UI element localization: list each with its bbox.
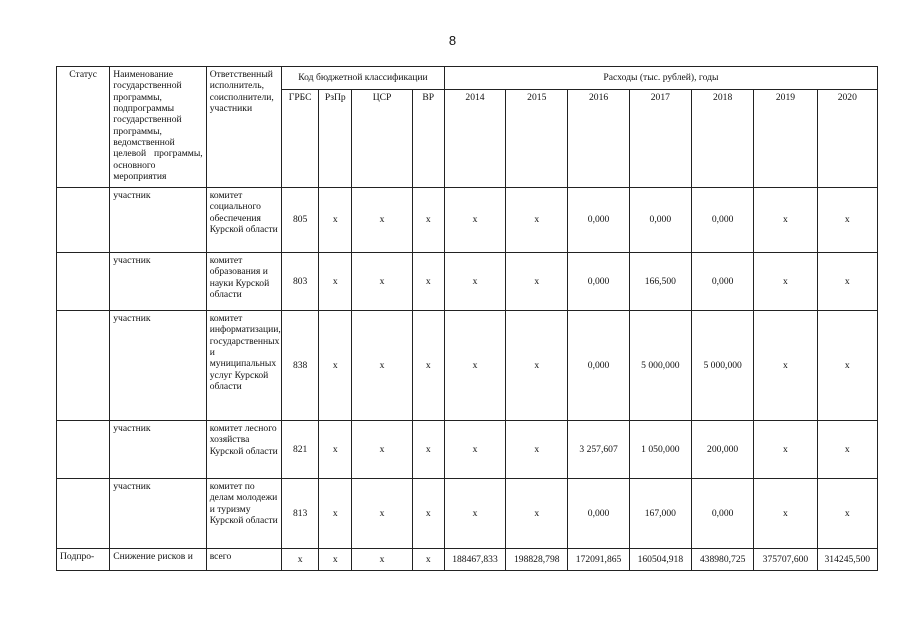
header-executor: Ответственный исполнитель, соисполнители, участники (206, 67, 281, 188)
expense-value-cell: 0,000 (692, 188, 754, 253)
budget-code-cell: х (412, 311, 444, 421)
expense-value-cell: 0,000 (568, 479, 629, 549)
header-year: 2017 (629, 90, 691, 188)
expense-value-cell: х (817, 253, 877, 311)
budget-code-cell: х (412, 188, 444, 253)
budget-code-cell: х (412, 421, 444, 479)
header-year: 2019 (754, 90, 817, 188)
expense-value-cell: х (506, 253, 568, 311)
executor-cell: всего (206, 549, 281, 571)
header-year: 2014 (444, 90, 505, 188)
expense-value-cell: х (817, 421, 877, 479)
header-code-vr: ВР (412, 90, 444, 188)
expense-value-cell: 375707,600 (754, 549, 817, 571)
expense-value-cell: 0,000 (568, 253, 629, 311)
header-code-rzpr: РзПр (319, 90, 352, 188)
expense-value-cell: 314245,500 (817, 549, 877, 571)
expense-value-cell: х (817, 311, 877, 421)
budget-code-cell: х (319, 549, 352, 571)
table-row (57, 549, 878, 571)
header-code-csr: ЦСР (352, 90, 412, 188)
expense-value-cell: 0,000 (568, 311, 629, 421)
expense-value-cell: 188467,833 (444, 549, 505, 571)
executor-cell: комитет социального обеспечения Курской области (206, 188, 281, 253)
budget-code-cell: 838 (282, 311, 319, 421)
header-row-1 (57, 67, 878, 90)
expense-value-cell: 166,500 (629, 253, 691, 311)
budget-code-cell: х (352, 188, 412, 253)
budget-table (56, 66, 878, 571)
expense-value-cell: 0,000 (629, 188, 691, 253)
expense-value-cell: 200,000 (692, 421, 754, 479)
budget-code-cell: 805 (282, 188, 319, 253)
budget-code-cell: х (319, 421, 352, 479)
budget-code-cell: 803 (282, 253, 319, 311)
expense-value-cell: х (754, 253, 817, 311)
expense-value-cell: х (817, 479, 877, 549)
header-code-grbs: ГРБС (282, 90, 319, 188)
executor-cell: комитет лесного хозяйства Курской области (206, 421, 281, 479)
header-year: 2018 (692, 90, 754, 188)
page-number: 8 (448, 33, 457, 48)
expense-value-cell: 438980,725 (692, 549, 754, 571)
expense-value-cell: 3 257,607 (568, 421, 629, 479)
expense-value-cell: 5 000,000 (692, 311, 754, 421)
budget-code-cell: х (319, 188, 352, 253)
budget-code-cell: х (319, 311, 352, 421)
expense-value-cell: х (444, 253, 505, 311)
status-cell (57, 311, 110, 421)
expense-value-cell: х (754, 188, 817, 253)
name-cell: Снижение рисков и (110, 549, 206, 571)
header-status: Статус (57, 67, 110, 188)
budget-code-cell: х (352, 479, 412, 549)
budget-code-cell: 813 (282, 479, 319, 549)
executor-cell: комитет по делам молодежи и туризму Курской области (206, 479, 281, 549)
status-cell (57, 479, 110, 549)
table-row (57, 188, 878, 253)
header-year: 2020 (817, 90, 877, 188)
name-cell: участник (110, 421, 206, 479)
status-cell: Подпро- (57, 549, 110, 571)
budget-code-cell: х (412, 549, 444, 571)
expense-value-cell: 172091,865 (568, 549, 629, 571)
executor-cell: комитет информатизации, государственных и муниципальных услуг Курской области (206, 311, 281, 421)
table-row (57, 421, 878, 479)
header-year: 2016 (568, 90, 629, 188)
budget-code-cell: х (412, 479, 444, 549)
budget-code-cell: х (352, 549, 412, 571)
expense-value-cell: 167,000 (629, 479, 691, 549)
budget-code-cell: х (319, 253, 352, 311)
expense-value-cell: 5 000,000 (629, 311, 691, 421)
expense-value-cell: х (506, 188, 568, 253)
expense-value-cell: х (754, 479, 817, 549)
status-cell (57, 188, 110, 253)
header-budget-code-group: Код бюджетной классификации (282, 67, 445, 90)
table-row (57, 479, 878, 549)
expense-value-cell: х (817, 188, 877, 253)
budget-code-cell: х (412, 253, 444, 311)
budget-code-cell: х (352, 253, 412, 311)
header-year: 2015 (506, 90, 568, 188)
header-expenses-group: Расходы (тыс. рублей), годы (444, 67, 877, 90)
budget-code-cell: х (282, 549, 319, 571)
budget-code-cell: х (352, 311, 412, 421)
expense-value-cell: 198828,798 (506, 549, 568, 571)
expense-value-cell: 160504,918 (629, 549, 691, 571)
name-cell: участник (110, 311, 206, 421)
name-cell: участник (110, 479, 206, 549)
expense-value-cell: 0,000 (568, 188, 629, 253)
expense-value-cell: х (506, 311, 568, 421)
executor-cell: комитет образования и науки Курской области (206, 253, 281, 311)
status-cell (57, 421, 110, 479)
table-row (57, 253, 878, 311)
expense-value-cell: х (444, 311, 505, 421)
expense-value-cell: х (506, 479, 568, 549)
expense-value-cell: х (444, 479, 505, 549)
budget-code-cell: х (352, 421, 412, 479)
budget-code-cell: 821 (282, 421, 319, 479)
expense-value-cell: 1 050,000 (629, 421, 691, 479)
name-cell: участник (110, 188, 206, 253)
expense-value-cell: 0,000 (692, 479, 754, 549)
status-cell (57, 253, 110, 311)
expense-value-cell: х (444, 421, 505, 479)
header-name: Наименование государственной программы, подпрограммы государственной программы, ведомственной целевой программы, основного мероприятия (110, 67, 206, 188)
name-cell: участник (110, 253, 206, 311)
expense-value-cell: х (444, 188, 505, 253)
expense-value-cell: х (506, 421, 568, 479)
expense-value-cell: х (754, 421, 817, 479)
table-row (57, 311, 878, 421)
expense-value-cell: 0,000 (692, 253, 754, 311)
expense-value-cell: х (754, 311, 817, 421)
budget-code-cell: х (319, 479, 352, 549)
